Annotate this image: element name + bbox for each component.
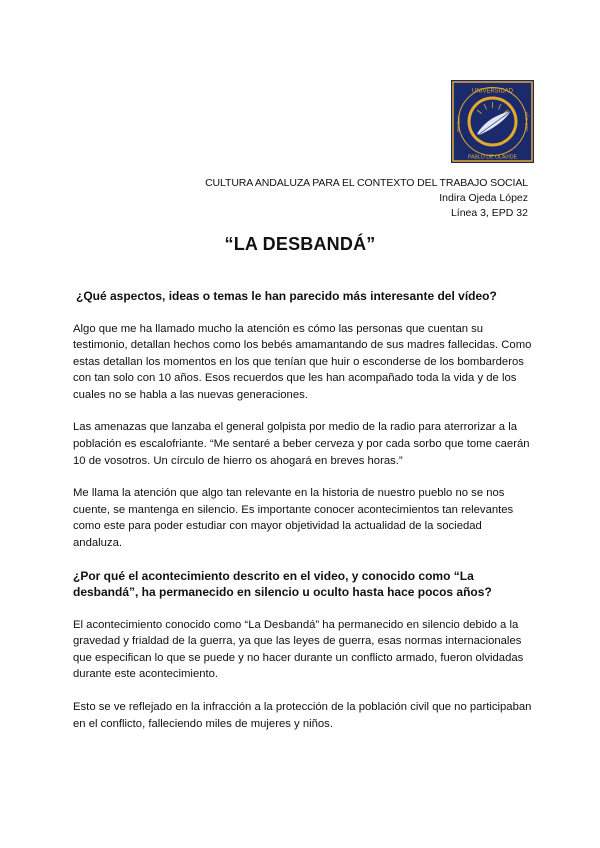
seal-left-text: SEVILLA <box>456 115 461 133</box>
seal-top-text: UNIVERSIDAD <box>471 88 514 95</box>
document-title: “LA DESBANDÁ” <box>224 234 376 254</box>
paragraph: Esto se ve reflejado en la infracción a la protección de la población civil que no participaban en el conflicto, falleciendo miles de mujeres y niños. <box>73 701 532 730</box>
seal-bottom-text: PABLO DE OLAVIDE <box>467 154 518 161</box>
paragraph: El acontecimiento conocido como “La Desbandá” ha permanecido en silencio debido a la gravedad y frialdad de la guerra, ya que las leyes de guerra, esas normas internacionales que especifican lo que se puede y no hacer durante un conflicto armado, fueron olvidadas durante este acontecimiento. <box>73 618 524 681</box>
question-2: ¿Por qué el acontecimiento descrito en el video, y conocido como “La desbandá”, ha permanecido en silencio u oculto hasta hace pocos años? <box>73 568 492 600</box>
university-seal-icon <box>451 80 534 163</box>
paragraph: Algo que me ha llamado mucho la atención es cómo las personas que cuentan su testimonio, detallan hechos como los bebés amamantando de sus madres fallecidas. Como estas detallan los momentos en los que tenían que huir o esconderse de los bombarderos con tan solo con 10 años. Esos recuerdos que les han acompañado toda la vida y de los cuales no se habla a las nuevas generaciones. <box>73 322 532 401</box>
paragraph: Me llama la atención que algo tan relevante en la historia de nuestro pueblo no se nos cuente, se mantenga en silencio. Es importante conocer acontecimientos tan relevantes como este para poder estudiar con mayor objetividad la actualidad de la sociedad andaluza. <box>73 487 514 550</box>
seal-right-text: AÑO 1997 <box>524 111 529 132</box>
document-header <box>205 176 528 221</box>
author-name: Indira Ojeda López <box>439 192 528 204</box>
group-info: Línea 3, EPD 32 <box>450 207 528 219</box>
document-body <box>73 288 533 732</box>
question-1: ¿Qué aspectos, ideas o temas le han parecido más interesante del vídeo? <box>76 289 497 303</box>
university-logo <box>451 80 534 163</box>
paragraph: Las amenazas que lanzaba el general golpista por medio de la radio para aterrorizar a la población es escalofriante. “Me sentaré a beber cerveza y por cada sorbo que tome caerán 10 de vosotros. Un círculo de hierro os ahogará en breves horas.” <box>73 421 530 467</box>
course-name: CULTURA ANDALUZA PARA EL CONTEXTO DEL TRABAJO SOCIAL <box>205 177 528 189</box>
